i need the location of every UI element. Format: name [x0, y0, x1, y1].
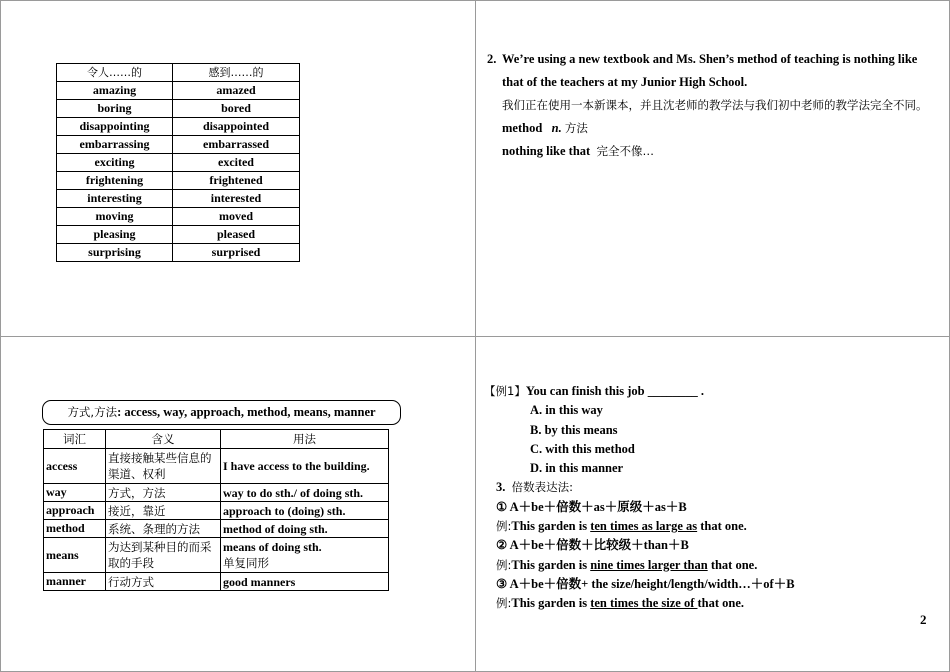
horizontal-divider	[0, 336, 950, 337]
header-word: 词汇	[44, 430, 106, 449]
usage-text: way to do sth./ of doing sth.	[223, 485, 364, 500]
exercise-section	[484, 382, 934, 614]
usage-text: approach to (doing) sth.	[223, 503, 346, 518]
table-row	[44, 573, 389, 591]
vocab-usage	[221, 449, 389, 484]
example-after: that one.	[697, 519, 747, 534]
usage-text: I have access to the building.	[223, 459, 370, 473]
example-after: that one.	[707, 557, 758, 572]
pattern-formula: ③ A＋be＋倍数+ the size/height/length/width…＋of＋B	[496, 576, 795, 591]
header-ing: 令人……的	[57, 64, 173, 82]
pattern-list	[484, 498, 934, 614]
example-underlined: ten times as large as	[590, 519, 698, 534]
adj-ed: surprised	[173, 244, 300, 262]
vocab-title	[42, 400, 401, 425]
table-row	[44, 449, 389, 484]
vocab-usage	[221, 502, 389, 520]
example-before: This garden is	[511, 596, 591, 611]
sentence-english: We’re using a new textbook and Ms. Shen’s method of teaching is nothing like that of the teachers at my Junior High School.	[502, 52, 918, 89]
vocab-usage	[221, 573, 389, 591]
adj-ing: surprising	[57, 244, 173, 262]
phrase-chinese: 完全不像…	[596, 144, 654, 158]
adj-ed: excited	[173, 154, 300, 172]
table-row	[57, 208, 300, 226]
sentence-chinese: 我们正在使用一本新课本，并且沈老师的教学法与我们初中老师的教学法完全不同。	[502, 98, 928, 112]
vocab-meaning: 为达到某种目的而采取的手段	[106, 538, 221, 573]
vocab-table-body	[44, 449, 389, 591]
header-meaning: 含义	[106, 430, 221, 449]
vocab-meaning: 系统、条理的方法	[106, 520, 221, 538]
table-row	[57, 118, 300, 136]
pattern-example	[496, 556, 934, 575]
vocab-title-cn: 方式,方法	[67, 405, 118, 419]
vocab-meaning: 行动方式	[106, 573, 221, 591]
section-heading	[496, 478, 934, 497]
example-before: This garden is	[511, 557, 591, 572]
option-d: D. in this manner	[530, 461, 624, 476]
example-tag: 【例1】	[484, 384, 526, 398]
table-row	[44, 520, 389, 538]
adj-ing: pleasing	[57, 226, 173, 244]
usage-note: 单复同形	[223, 556, 269, 570]
table-header-row	[57, 64, 300, 82]
adj-ed: pleased	[173, 226, 300, 244]
table-row	[57, 226, 300, 244]
adj-ing: frightening	[57, 172, 173, 190]
method-word: method	[502, 121, 543, 135]
phrase-note	[502, 140, 937, 163]
item-number: 2.	[487, 52, 497, 66]
table-row	[57, 136, 300, 154]
vocab-meaning: 方式，方法	[106, 484, 221, 502]
example-prefix: 例:	[496, 519, 512, 534]
table-row	[57, 154, 300, 172]
header-ed: 感到……的	[173, 64, 300, 82]
table-row	[44, 538, 389, 573]
vocab-usage	[221, 484, 389, 502]
example-after: that one.	[697, 596, 745, 611]
section-title: 倍数表达法:	[511, 480, 573, 495]
option-b: B. by this means	[530, 422, 618, 437]
option-c: C. with this method	[530, 441, 635, 456]
table-row	[57, 82, 300, 100]
table-row	[57, 172, 300, 190]
adj-ed: embarrassed	[173, 136, 300, 154]
adj-ed: amazed	[173, 82, 300, 100]
table-row	[57, 244, 300, 262]
example-prefix: 例:	[496, 557, 512, 572]
pattern-formula: ① A＋be＋倍数＋as＋原级＋as＋B	[496, 499, 687, 514]
vocab-word: method	[44, 520, 106, 538]
usage-text: good manners	[223, 574, 296, 589]
question-text: You can finish this job ________ .	[525, 384, 704, 398]
example-underlined: ten times the size of	[590, 596, 698, 611]
section-number: 3.	[496, 480, 506, 495]
vocab-title-en: : access, way, approach, method, means, manner	[117, 405, 376, 419]
adj-ing: moving	[57, 208, 173, 226]
header-usage: 用法	[221, 430, 389, 449]
vocab-table	[43, 429, 389, 591]
table-row	[57, 100, 300, 118]
adjective-table-body	[57, 82, 300, 262]
option-a: A. in this way	[530, 403, 603, 418]
vocab-word: manner	[44, 573, 106, 591]
example-before: This garden is	[511, 519, 591, 534]
sentence-note	[487, 48, 937, 163]
page-number: 2	[920, 612, 927, 627]
adj-ed: disappointed	[173, 118, 300, 136]
adj-ing: embarrassing	[57, 136, 173, 154]
adj-ing: amazing	[57, 82, 173, 100]
phrase-english: nothing like that	[502, 144, 591, 158]
usage-text: means of doing sth.	[223, 540, 322, 554]
table-row	[44, 502, 389, 520]
pattern-example	[496, 517, 934, 536]
method-note	[502, 117, 937, 140]
method-pos: n.	[551, 121, 562, 135]
vocab-word: approach	[44, 502, 106, 520]
table-row	[44, 484, 389, 502]
adj-ed: moved	[173, 208, 300, 226]
vocab-meaning: 直接接触某些信息的渠道、权利	[106, 449, 221, 484]
method-meaning: 方法	[564, 121, 588, 135]
adj-ing: interesting	[57, 190, 173, 208]
vocab-word: way	[44, 484, 106, 502]
adj-ed: bored	[173, 100, 300, 118]
adj-ing: disappointing	[57, 118, 173, 136]
adj-ing: exciting	[57, 154, 173, 172]
vocab-word: access	[44, 449, 106, 484]
adj-ing: boring	[57, 100, 173, 118]
vocab-usage	[221, 538, 389, 573]
vocab-word: means	[44, 538, 106, 573]
adjective-table	[56, 63, 300, 262]
example-question	[484, 382, 934, 401]
table-row	[57, 190, 300, 208]
vocab-usage	[221, 520, 389, 538]
pattern-example	[496, 594, 934, 613]
vocab-meaning: 接近，靠近	[106, 502, 221, 520]
pattern-formula: ② A＋be＋倍数＋比较级＋than＋B	[496, 538, 689, 553]
example-prefix: 例:	[496, 596, 512, 611]
adj-ed: interested	[173, 190, 300, 208]
example-underlined: nine times larger than	[590, 557, 708, 572]
vocab-header-row	[44, 430, 389, 449]
usage-text: method of doing sth.	[223, 521, 328, 536]
adj-ed: frightened	[173, 172, 300, 190]
